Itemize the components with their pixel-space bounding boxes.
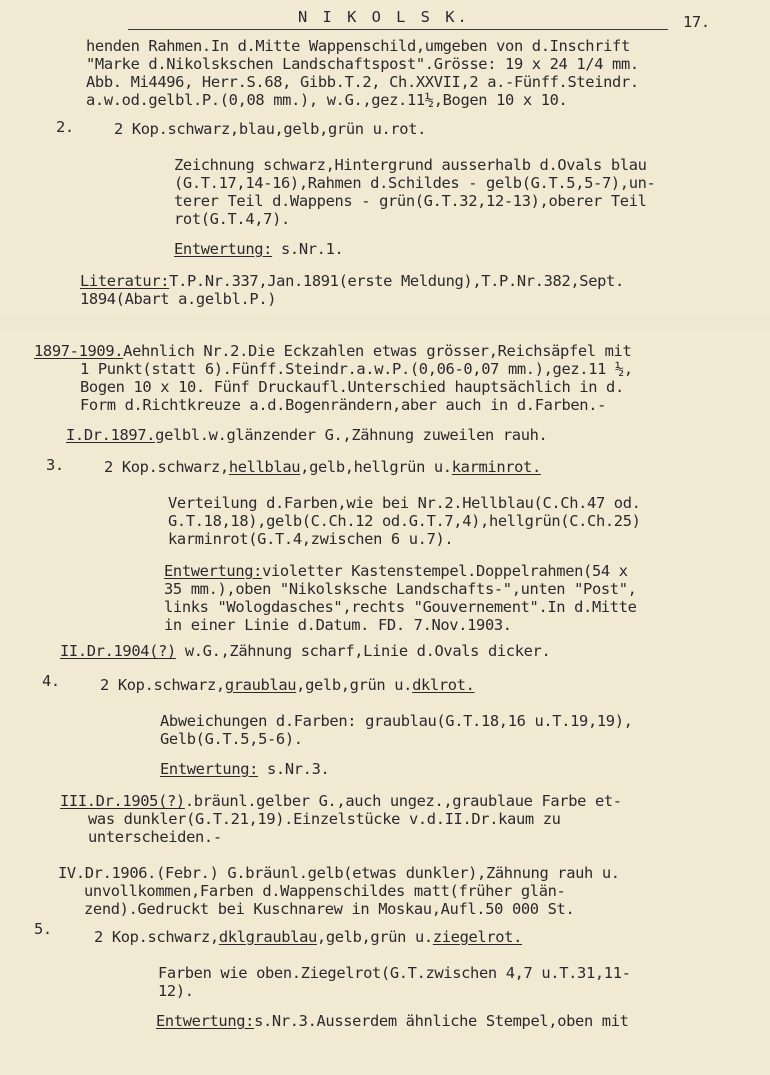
page-number: 17. xyxy=(683,13,710,31)
intro-line-4: a.w.od.gelbl.P.(0,08 mm.), w.G.,gez.11½,Bogen 10 x 10. xyxy=(86,91,568,109)
header-rule xyxy=(128,29,668,30)
printing-2-text: w.G.,Zähnung scharf,Linie d.Ovals dicker. xyxy=(175,642,551,660)
stamp-2-colors: 2 Kop.schwarz,blau,gelb,grün u.rot. xyxy=(114,120,427,138)
period-1897-line-4: Form d.Richtkreuze a.d.Bogenrändern,aber auch in d.Farben.- xyxy=(80,396,607,414)
stamp-3-number: 3. xyxy=(46,456,64,474)
stamp-5-pre: 2 Kop.schwarz, xyxy=(94,928,219,946)
literature-line-2: 1894(Abart a.gelbl.P.) xyxy=(80,290,277,308)
stamp-5-desc-2: 12). xyxy=(158,982,194,1000)
stamp-3-cancellation-3: links "Wologdasches",rechts "Gouvernement".In d.Mitte xyxy=(164,598,637,616)
intro-line-1: henden Rahmen.In d.Mitte Wappenschild,umgeben von d.Inschrift xyxy=(86,37,630,55)
stamp-3-color-2: karminrot. xyxy=(451,458,541,476)
printing-4-line-2: unvollkommen,Farben d.Wappenschildes matt(früher glän- xyxy=(84,882,566,900)
stamp-4-mid: ,gelb,grün u. xyxy=(296,676,413,694)
stamp-5-cancellation xyxy=(156,1012,629,1030)
period-label: 1897-1909. xyxy=(34,342,124,360)
cancellation-text: violetter Kastenstempel.Doppelrahmen(54 x xyxy=(262,562,628,580)
show-through-shadow xyxy=(0,318,770,332)
stamp-2-desc-2: (G.T.17,14-16),Rahmen d.Schildes - gelb(G.T.5,5-7),un- xyxy=(174,174,656,192)
printing-1-text: gelbl.w.glänzender G.,Zähnung zuweilen rauh. xyxy=(155,426,548,444)
printing-4-line-1: IV.Dr.1906.(Febr.) G.bräunl.gelb(etwas dunkler),Zähnung rauh u. xyxy=(58,864,620,882)
printing-2-label: II.Dr.1904(?) xyxy=(60,642,176,660)
stamp-3-desc-2: G.T.18,18),gelb(C.Ch.12 od.G.T.7,4),hellgrün(C.Ch.25) xyxy=(168,512,641,530)
stamp-3-cancellation-2: 35 mm.),oben "Nikolsksche Landschafts-",unten "Post", xyxy=(164,580,637,598)
cancellation-label: Entwertung: xyxy=(156,1012,255,1030)
printing-1-label: I.Dr.1897. xyxy=(66,426,156,444)
printing-4-line-3: zend).Gedruckt bei Kuschnarew in Moskau,Aufl.50 000 St. xyxy=(84,900,575,918)
stamp-2-desc-1: Zeichnung schwarz,Hintergrund ausserhalb d.Ovals blau xyxy=(174,156,647,174)
intro-line-2: "Marke d.Nikolskschen Landschaftspost".Grösse: 19 x 24 1/4 mm. xyxy=(86,55,639,73)
stamp-4-number: 4. xyxy=(42,672,60,690)
page-header-title: N I K O L S K. xyxy=(298,8,470,26)
period-1897-line-1 xyxy=(34,342,631,360)
stamp-2-cancellation xyxy=(174,240,343,258)
stamp-5-color-2: ziegelrot. xyxy=(432,928,522,946)
stamp-5-color-1: dklgraublau xyxy=(218,928,317,946)
printing-1 xyxy=(66,426,547,444)
stamp-2-number: 2. xyxy=(56,118,74,136)
printing-3-text: .bräunl.gelber G.,auch ungez.,graublaue Farbe et- xyxy=(184,792,622,810)
stamp-4-cancellation xyxy=(160,760,329,778)
stamp-4-desc-1: Abweichungen d.Farben: graublau(G.T.18,16 u.T.19,19), xyxy=(160,712,633,730)
intro-line-3: Abb. Mi4496, Herr.S.68, Gibb.T.2, Ch.XXVII,2 a.-Fünff.Steindr. xyxy=(86,73,639,91)
printing-3-line-3: unterscheiden.- xyxy=(88,828,222,846)
cancellation-text: s.Nr.3. xyxy=(258,760,330,778)
stamp-5-mid: ,gelb,grün u. xyxy=(316,928,433,946)
printing-3-line-2: was dunkler(G.T.21,19).Einzelstücke v.d.II.Dr.kaum zu xyxy=(88,810,561,828)
stamp-4-colors xyxy=(100,676,475,694)
period-1897-line-2: 1 Punkt(statt 6).Fünff.Steindr.a.w.P.(0,06-0,07 mm.),gez.11 ½, xyxy=(80,360,633,378)
printing-3-line-1 xyxy=(60,792,622,810)
stamp-4-color-1: graublau xyxy=(224,676,297,694)
cancellation-text: s.Nr.1. xyxy=(272,240,344,258)
stamp-3-desc-3: karminrot(G.T.4,zwischen 6 u.7). xyxy=(168,530,454,548)
stamp-5-number: 5. xyxy=(34,920,52,938)
literature-label: Literatur: xyxy=(80,272,170,290)
stamp-4-pre: 2 Kop.schwarz, xyxy=(100,676,225,694)
printing-3-label: III.Dr.1905(?) xyxy=(60,792,185,810)
stamp-3-color-1: hellblau xyxy=(228,458,301,476)
cancellation-text: s.Nr.3.Ausserdem ähnliche Stempel,oben mit xyxy=(254,1012,629,1030)
stamp-5-colors xyxy=(94,928,522,946)
stamp-2-desc-4: rot(G.T.4,7). xyxy=(174,210,290,228)
stamp-3-mid: ,gelb,hellgrün u. xyxy=(300,458,452,476)
literature-text: T.P.Nr.337,Jan.1891(erste Meldung),T.P.Nr.382,Sept. xyxy=(169,272,624,290)
printing-2 xyxy=(60,642,550,660)
stamp-3-colors xyxy=(104,458,541,476)
stamp-3-desc-1: Verteilung d.Farben,wie bei Nr.2.Hellblau(C.Ch.47 od. xyxy=(168,494,641,512)
literature-line-1 xyxy=(80,272,624,290)
stamp-3-cancellation-4: in einer Linie d.Datum. FD. 7.Nov.1903. xyxy=(164,616,512,634)
stamp-3-pre: 2 Kop.schwarz, xyxy=(104,458,229,476)
cancellation-label: Entwertung: xyxy=(160,760,259,778)
cancellation-label: Entwertung: xyxy=(174,240,273,258)
cancellation-label: Entwertung: xyxy=(164,562,263,580)
stamp-4-color-2: dklrot. xyxy=(412,676,475,694)
stamp-4-desc-2: Gelb(G.T.5,5-6). xyxy=(160,730,303,748)
stamp-3-cancellation-1 xyxy=(164,562,628,580)
period-1897-line-3: Bogen 10 x 10. Fünf Druckaufl.Unterschied hauptsächlich in d. xyxy=(80,378,624,396)
stamp-2-desc-3: terer Teil d.Wappens - grün(G.T.32,12-13),oberer Teil xyxy=(174,192,647,210)
period-text: Aehnlich Nr.2.Die Eckzahlen etwas grösser,Reichsäpfel mit xyxy=(123,342,632,360)
stamp-5-desc-1: Farben wie oben.Ziegelrot(G.T.zwischen 4,7 u.T.31,11- xyxy=(158,964,631,982)
